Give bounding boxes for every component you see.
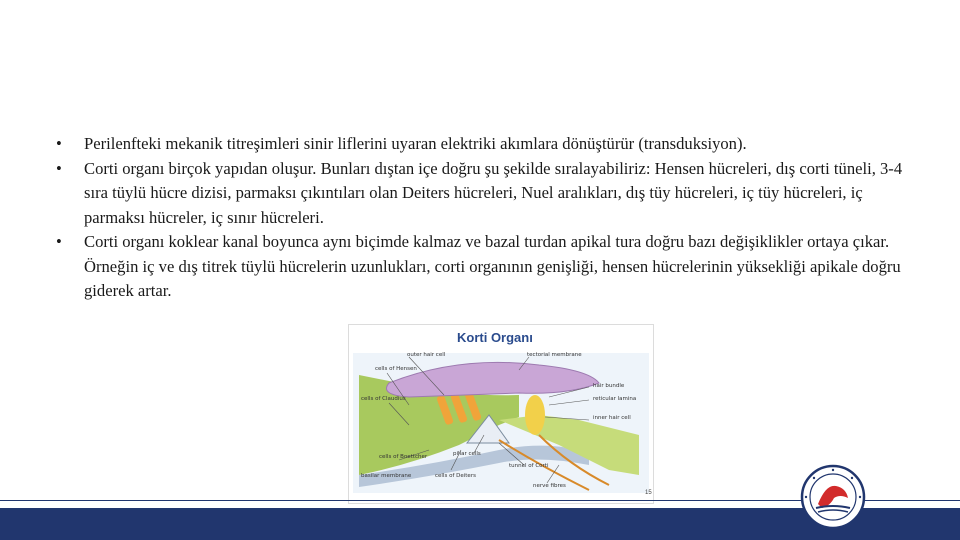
university-seal-icon	[800, 464, 866, 530]
corti-organ-figure	[348, 324, 654, 504]
bullet-item	[54, 157, 904, 231]
corti-organ-diagram	[349, 325, 653, 503]
label-hair-bundle: hair bundle	[593, 383, 625, 389]
inner-hair-cell-shape	[525, 395, 545, 435]
label-tunnel-of-corti: tunnel of Corti	[509, 463, 549, 469]
bullet-list	[54, 132, 904, 304]
figure-title: Korti Organı	[457, 330, 533, 345]
bullet-item	[54, 132, 904, 157]
label-reticular-lamina: reticular lamina	[593, 396, 637, 402]
bullet-item	[54, 230, 904, 304]
label-cells-of-deiters: cells of Deiters	[435, 473, 476, 479]
bullet-text: Corti organı birçok yapıdan oluşur. Bunları dıştan içe doğru şu şekilde sıralayabiliriz: Hensen hücreleri, dış corti tüneli, 3-4 sıra tüylü hücre dizisi, parmaksı çıkıntıları olan Deiters hücreleri, Nuel aralıkları, dış tüy hücreleri, iç tüy hücreleri, iç parmaksı hücreler, iç sınır hücreleri.	[84, 158, 903, 227]
label-inner-hair-cell: inner hair cell	[593, 415, 631, 421]
label-pillar-cells: pillar cells	[453, 451, 481, 457]
bullet-dot: •	[56, 232, 62, 251]
label-outer-hair-cell: outer hair cell	[407, 352, 446, 358]
label-tectorial-membrane: tectorial membrane	[527, 352, 582, 358]
figure-page-number: 15	[645, 490, 652, 496]
label-basilar-membrane: basilar membrane	[361, 473, 412, 479]
bullet-dot: •	[56, 134, 62, 153]
label-cells-of-boettcher: cells of Boettcher	[379, 454, 428, 460]
label-cells-of-claudius: cells of Claudius	[361, 396, 406, 402]
bullet-text: Corti organı koklear kanal boyunca aynı biçimde kalmaz ve bazal turdan apikal tura doğru bazı değişiklikler ortaya çıkar. Örneğin iç ve dış titrek tüylü hücrelerin uzunlukları, corti organının genişliği, hensen hücrelerinin yüksekliği apikale doğru giderek artar.	[84, 232, 901, 300]
bullet-text: Perilenfteki mekanik titreşimleri sinir liflerini uyaran elektriki akımlara dönüştürür (transduksiyon).	[84, 134, 747, 153]
label-cells-of-hensen: cells of Hensen	[375, 366, 417, 372]
label-nerve-fibres: nerve fibres	[533, 483, 566, 489]
bullet-dot: •	[56, 158, 62, 178]
